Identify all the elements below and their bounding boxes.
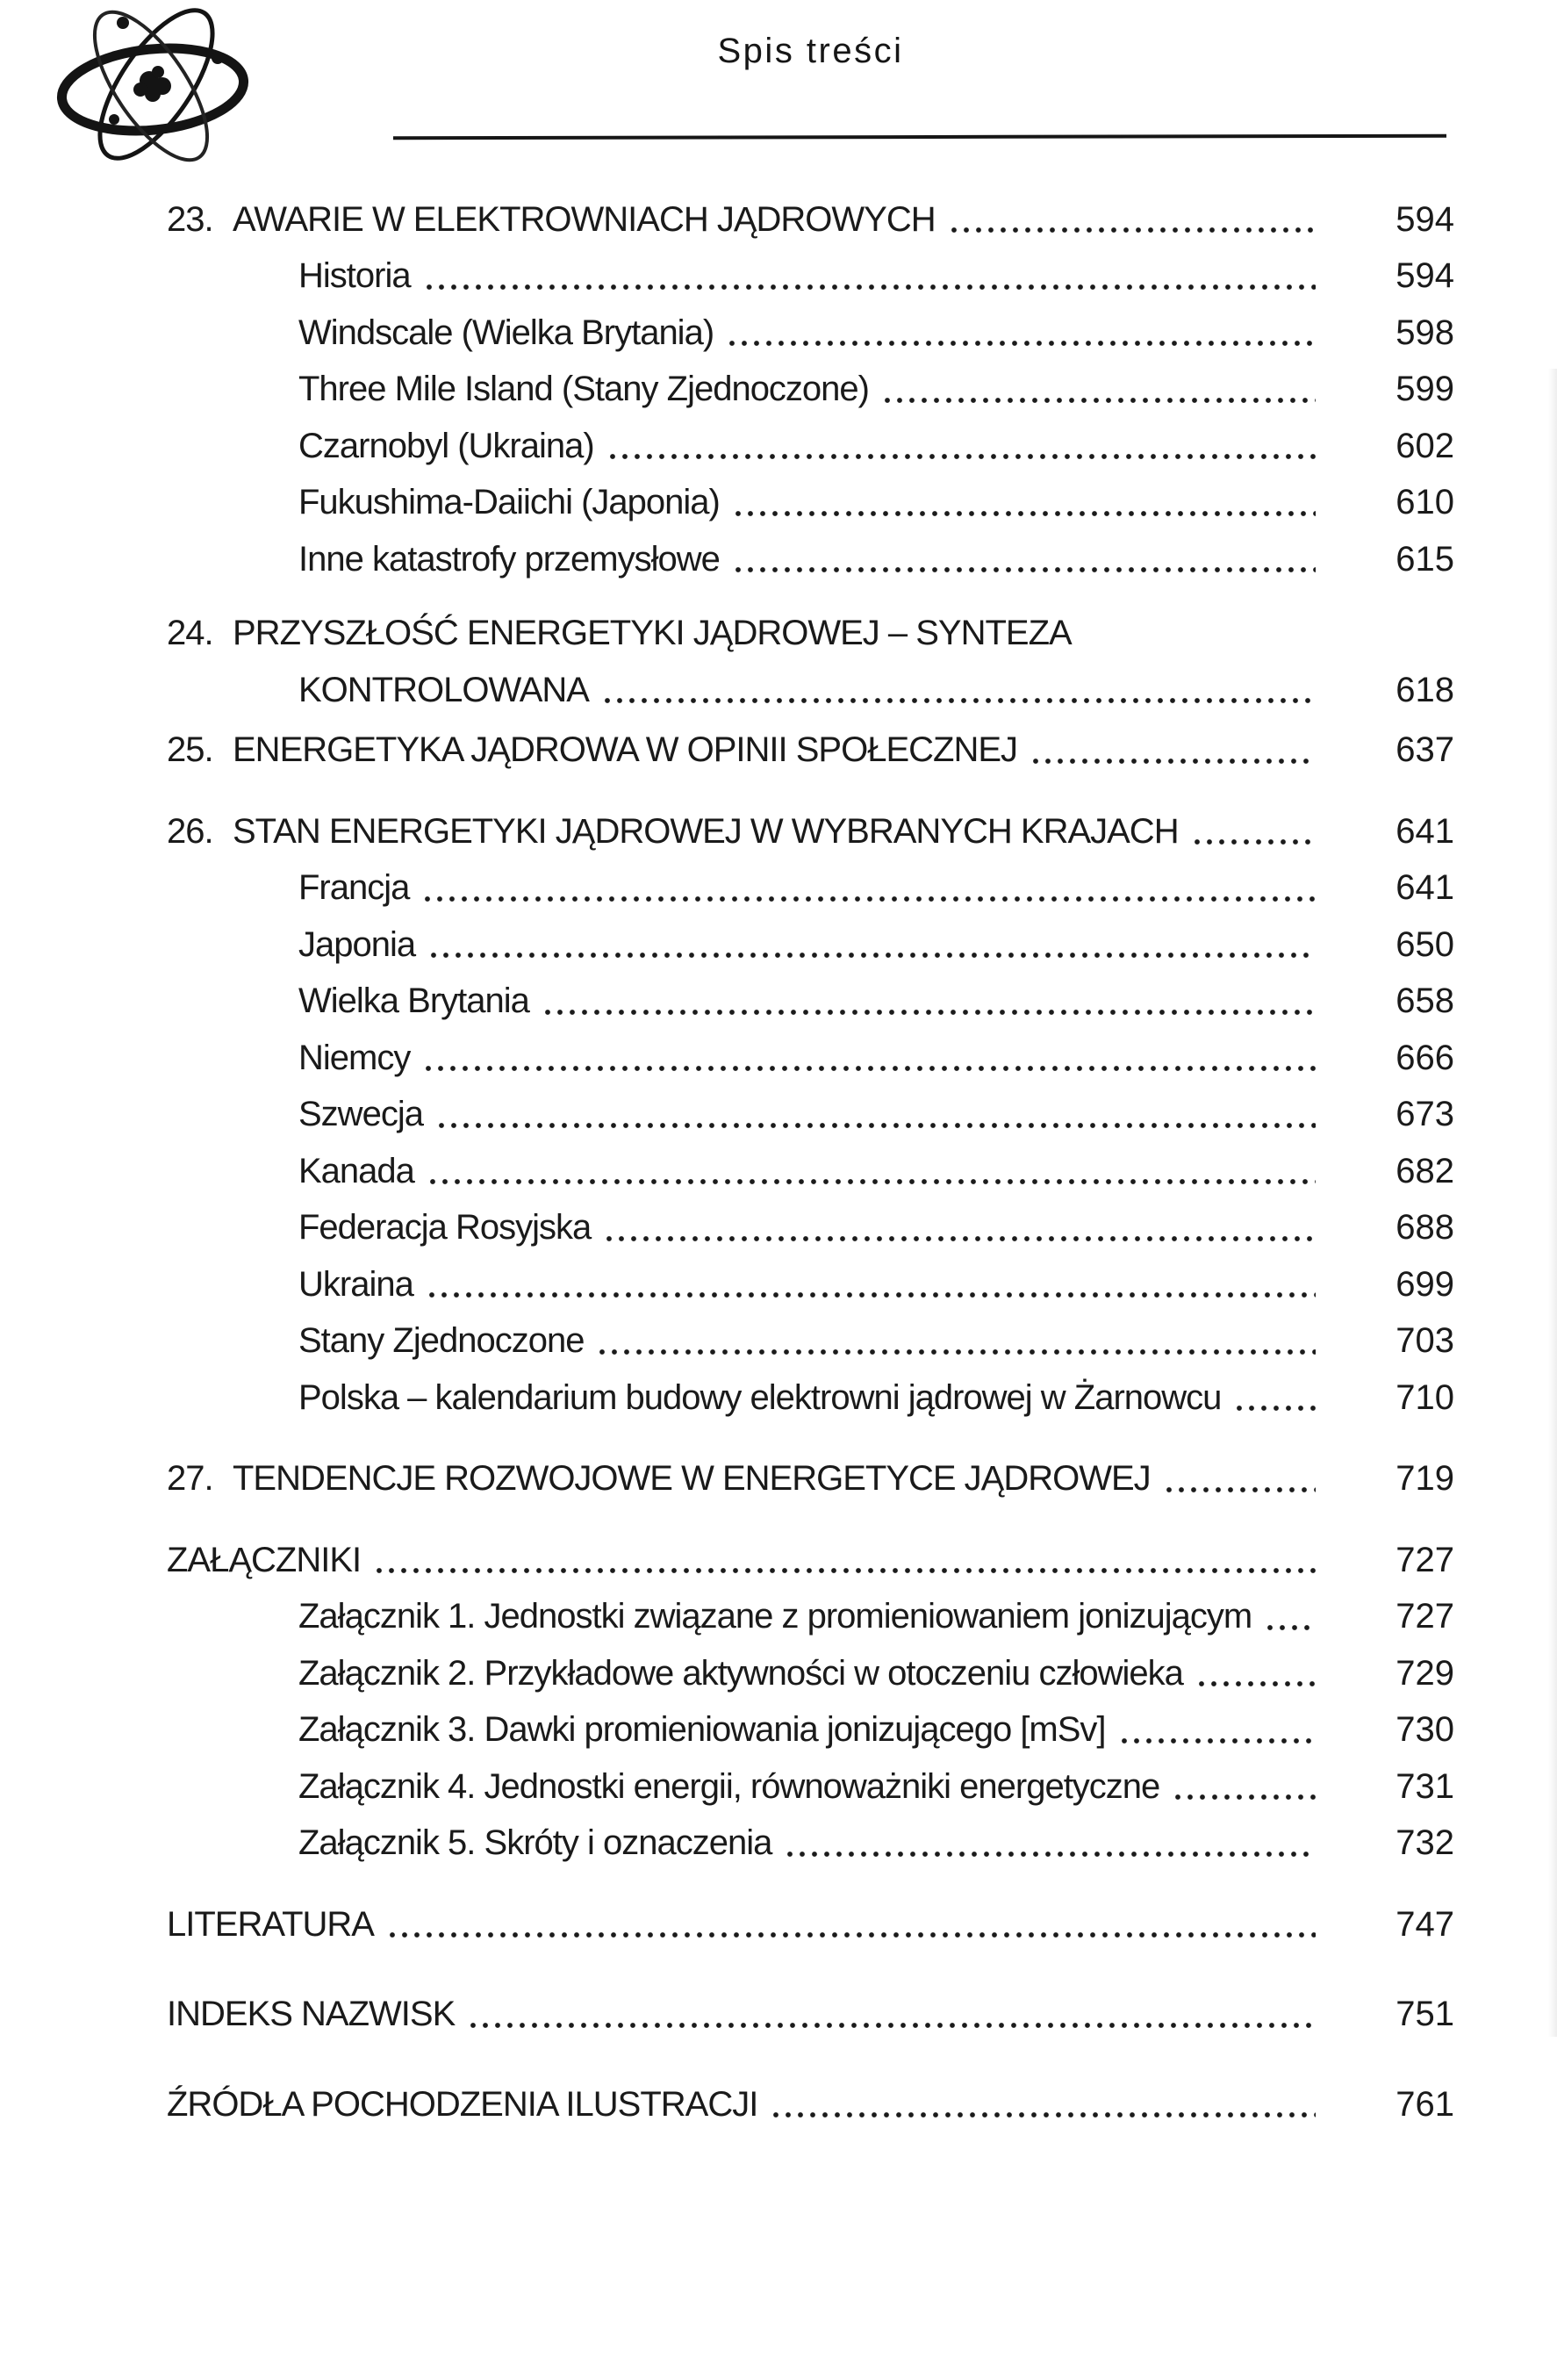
dot-leader — [1172, 1758, 1316, 1816]
entry-page: 641 — [1396, 868, 1454, 908]
entry-page: 602 — [1396, 426, 1454, 465]
toc-entry — [167, 305, 1454, 362]
dot-leader — [1163, 1451, 1316, 1508]
toc-entry — [167, 803, 1454, 860]
entry-page: 710 — [1396, 1377, 1454, 1417]
toc-entry — [167, 1702, 1454, 1759]
entry-page: 650 — [1396, 924, 1454, 964]
entry-page: 599 — [1396, 370, 1454, 409]
entry-page: 594 — [1396, 199, 1454, 239]
entry-page: 666 — [1396, 1038, 1454, 1077]
toc-entry — [167, 1816, 1454, 1873]
dot-leader — [770, 2076, 1316, 2133]
header-divider — [393, 134, 1446, 140]
entry-page: 594 — [1396, 256, 1454, 296]
toc-entry — [167, 1370, 1454, 1427]
entry-page: 730 — [1396, 1710, 1454, 1750]
dot-leader — [421, 860, 1316, 917]
entry-page: 732 — [1396, 1823, 1454, 1863]
dot-leader — [435, 1087, 1316, 1144]
entry-label: Federacja Rosyjska — [298, 1208, 592, 1248]
entry-label: Kanada — [298, 1151, 414, 1190]
toc-entry — [167, 974, 1454, 1031]
dot-leader — [427, 917, 1316, 974]
dot-leader — [1030, 723, 1316, 780]
dot-leader — [423, 248, 1316, 306]
dot-leader — [386, 1896, 1316, 1953]
entry-page: 751 — [1396, 1995, 1454, 2034]
entry-page: 727 — [1396, 1540, 1454, 1579]
toc-entry — [167, 1030, 1454, 1087]
toc-entry — [167, 723, 1454, 780]
entry-label: Szwecja — [298, 1095, 423, 1134]
toc-entry — [167, 1256, 1454, 1313]
entry-label: Ukraina — [298, 1264, 413, 1304]
entry-label: Three Mile Island (Stany Zjednoczone) — [298, 370, 869, 409]
toc-entry — [167, 531, 1454, 588]
toc-entry — [167, 1758, 1454, 1816]
toc-entry — [167, 1896, 1454, 1953]
toc-entry — [167, 917, 1454, 974]
dot-leader — [422, 1030, 1316, 1087]
entry-page: 610 — [1396, 483, 1454, 522]
dot-leader — [1233, 1370, 1316, 1427]
toc-entry — [167, 1645, 1454, 1702]
toc-list — [167, 191, 1454, 2133]
entry-number: 24. — [167, 614, 213, 653]
entry-label: Załącznik 2. Przykładowe aktywności w otoczeniu człowieka — [298, 1653, 1183, 1693]
entry-number: 23. — [167, 199, 213, 239]
scan-edge-shadow — [1548, 369, 1557, 2037]
toc-entry — [167, 1087, 1454, 1144]
entry-label: Polska – kalendarium budowy elektrowni jądrowej w Żarnowcu — [298, 1377, 1222, 1417]
entry-label: LITERATURA — [167, 1904, 374, 1944]
entry-page: 747 — [1396, 1904, 1454, 1944]
entry-number: 27. — [167, 1459, 213, 1499]
toc-entry — [167, 475, 1454, 532]
entry-page: 682 — [1396, 1151, 1454, 1190]
entry-label: Fukushima-Daiichi (Japonia) — [298, 483, 720, 522]
dot-leader — [1191, 803, 1316, 860]
entry-label: STAN ENERGETYKI JĄDROWEJ W WYBRANYCH KRAJACH — [233, 811, 1179, 851]
dot-leader — [784, 1816, 1316, 1873]
toc-entry — [167, 2076, 1454, 2133]
toc-entry — [167, 418, 1454, 475]
entry-label: Inne katastrofy przemysłowe — [298, 539, 720, 579]
dot-leader — [1195, 1645, 1316, 1702]
toc-entry — [167, 1313, 1454, 1370]
toc-entry — [167, 191, 1454, 248]
entry-label: Historia — [298, 256, 411, 296]
entry-label: Niemcy — [298, 1038, 411, 1077]
entry-page: 731 — [1396, 1766, 1454, 1806]
dot-leader — [1264, 1589, 1316, 1646]
entry-label: Windscale (Wielka Brytania) — [298, 313, 714, 352]
dot-leader — [726, 305, 1316, 362]
dot-leader — [732, 475, 1316, 532]
entry-number: 26. — [167, 811, 213, 851]
entry-page: 618 — [1396, 670, 1454, 709]
entry-label: AWARIE W ELEKTROWNIACH JĄDROWYCH — [233, 199, 936, 239]
toc-entry — [167, 362, 1454, 419]
toc-entry — [167, 1987, 1454, 2044]
dot-leader — [881, 362, 1316, 419]
entry-label: ŹRÓDŁA POCHODZENIA ILUSTRACJI — [167, 2084, 758, 2124]
dot-leader — [467, 1987, 1316, 2044]
entry-label: KONTROLOWANA — [298, 670, 589, 709]
entry-label: Załącznik 5. Skróty i oznaczenia — [298, 1823, 772, 1863]
entry-page: 699 — [1396, 1264, 1454, 1304]
toc-entry — [167, 860, 1454, 917]
dot-leader — [426, 1256, 1316, 1313]
dot-leader — [732, 531, 1316, 588]
toc-entry — [167, 662, 1454, 719]
entry-page: 658 — [1396, 981, 1454, 1021]
entry-label: Stany Zjednoczone — [298, 1321, 585, 1361]
entry-label: PRZYSZŁOŚĆ ENERGETYKI JĄDROWEJ – SYNTEZA — [233, 614, 1072, 653]
dot-leader — [601, 662, 1316, 719]
toc-entry — [167, 1200, 1454, 1257]
entry-label: Wielka Brytania — [298, 981, 529, 1021]
entry-page: 641 — [1396, 811, 1454, 851]
toc-entry — [167, 1451, 1454, 1508]
dot-leader — [373, 1532, 1316, 1589]
entry-page: 703 — [1396, 1321, 1454, 1361]
entry-label: INDEKS NAZWISK — [167, 1995, 456, 2034]
entry-page: 673 — [1396, 1095, 1454, 1134]
dot-leader — [1118, 1702, 1316, 1759]
entry-label: Japonia — [298, 924, 416, 964]
dot-leader — [596, 1313, 1316, 1370]
entry-page: 637 — [1396, 730, 1454, 770]
entry-label: Załącznik 1. Jednostki związane z promieniowaniem jonizującym — [298, 1597, 1252, 1636]
toc-entry — [167, 1532, 1454, 1589]
entry-page: 688 — [1396, 1208, 1454, 1248]
dot-leader — [542, 974, 1316, 1031]
toc-entry — [167, 1589, 1454, 1646]
toc-entry — [167, 606, 1454, 663]
entry-label: ZAŁĄCZNIKI — [167, 1540, 362, 1579]
entry-page: 615 — [1396, 539, 1454, 579]
toc-entry — [167, 248, 1454, 306]
dot-leader — [427, 1143, 1316, 1200]
entry-page: 761 — [1396, 2084, 1454, 2124]
entry-number: 25. — [167, 730, 213, 770]
entry-label: Czarnobyl (Ukraina) — [298, 426, 594, 465]
entry-page: 729 — [1396, 1653, 1454, 1693]
dot-leader — [603, 1200, 1316, 1257]
entry-page: 719 — [1396, 1459, 1454, 1499]
entry-label: Francja — [298, 868, 410, 908]
entry-page: 727 — [1396, 1597, 1454, 1636]
dot-leader — [948, 191, 1316, 248]
entry-label: Załącznik 3. Dawki promieniowania jonizującego [mSv] — [298, 1710, 1106, 1750]
toc-entry — [167, 1143, 1454, 1200]
entry-page: 598 — [1396, 313, 1454, 352]
dot-leader — [606, 418, 1316, 475]
entry-label: TENDENCJE ROZWOJOWE W ENERGETYCE JĄDROWEJ — [233, 1459, 1151, 1499]
entry-label: Załącznik 4. Jednostki energii, równoważniki energetyczne — [298, 1766, 1160, 1806]
entry-label: ENERGETYKA JĄDROWA W OPINII SPOŁECZNEJ — [233, 730, 1018, 770]
page-title: Spis treści — [717, 32, 904, 70]
atom-logo-icon — [46, 5, 267, 165]
